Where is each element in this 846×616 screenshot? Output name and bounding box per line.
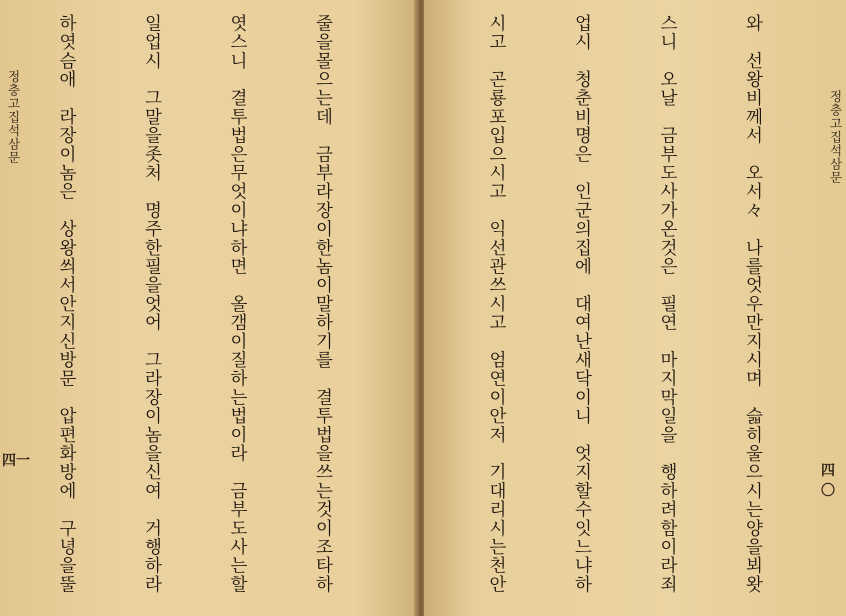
text-column: 시고 곤룡포입으시고 익선관쓰시고 엄연이안저 기대리시는천안: [486, 14, 507, 594]
text-column: [424, 14, 425, 614]
text-column: 일업시 그말을좃처 명주한필을엇어 그라장이놈을신여 거행하라: [142, 14, 162, 594]
text-column: 스니 오날 금부도사가온것은 필연 마지막일을 행하려함이라죄: [657, 14, 678, 594]
left-page: [0, 0, 418, 616]
right-page: [424, 0, 846, 616]
right-running-head: 정충고집석삼문: [828, 90, 843, 185]
text-column: 하엿슴애 라장이놈은 상왕씌서안지신방문 압편화방에 구녕을뚤: [56, 14, 77, 594]
text-column: 줄을몰으는데 금부라장이한놈이말하기를 결투법을쓰는것이조타하: [313, 14, 333, 594]
text-column: 와 선왕비께서 오서々 나를엇우만지시며 슯히울으시는양을뵈왓: [743, 14, 763, 594]
text-column: 업시 청춘비명은 인군의집에 대여난새닥이니 엇지할수잇느냐하: [572, 14, 592, 594]
left-page-body: [22, 14, 394, 614]
right-page-number: 四〇: [821, 463, 835, 499]
right-page-body: [424, 14, 824, 614]
text-column: 엿스니 결투법은무엇이냐하면 올갬이질하는법이라 금부도사는할: [227, 14, 248, 594]
left-page-number: 四一: [2, 453, 30, 469]
left-running-head: 정충고집석삼문: [6, 70, 21, 165]
